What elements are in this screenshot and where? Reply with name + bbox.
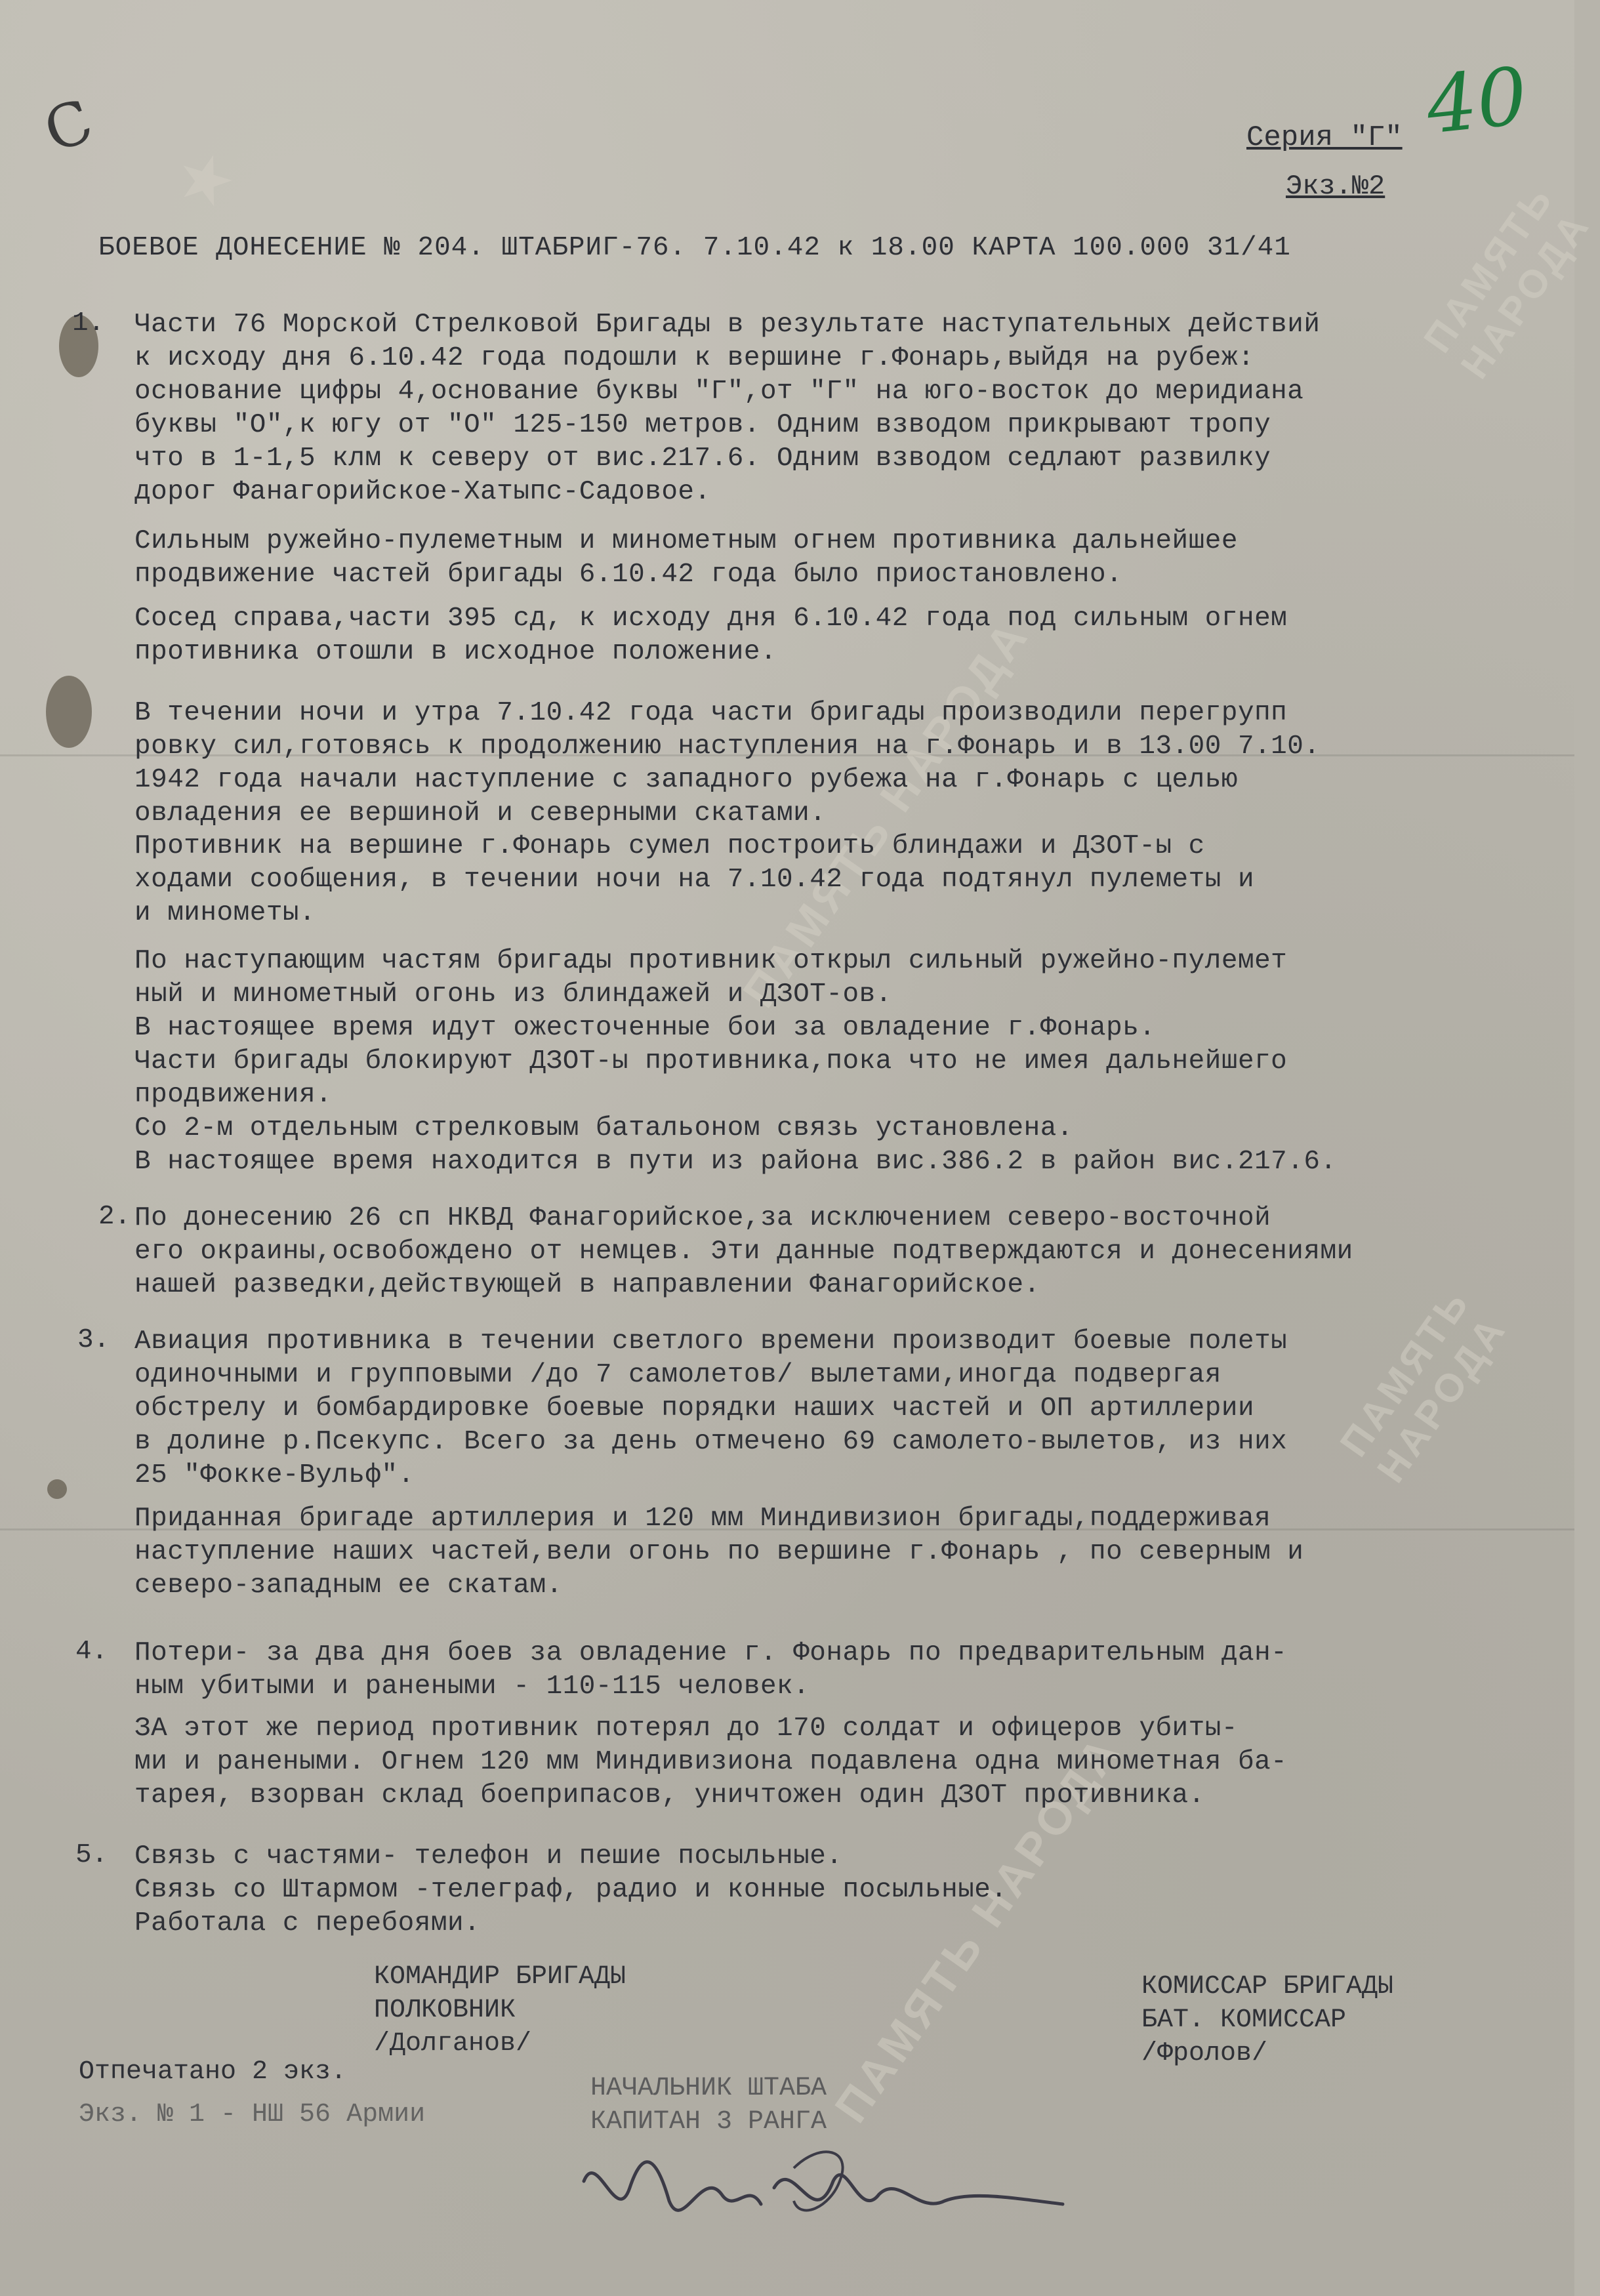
text-line: ЗА этот же период противник потерял до 170 солдат и офицеров убиты- (134, 1713, 1238, 1744)
text-line: 1942 года начали наступление с западного рубежа на г.Фонарь с целью (134, 765, 1238, 795)
paragraph-12 (134, 1712, 1535, 1813)
text-line: основание цифры 4,основание буквы "Г",от "Г" на юго-восток до меридиана (134, 377, 1304, 407)
text-line: Связь со Штармом -телеграф, радио и конные посыльные. (134, 1875, 1008, 1905)
printed-copies-note: Отпечатано 2 экз. (79, 2057, 347, 2087)
text-line: /Долганов/ (374, 2029, 532, 2059)
text-line: БАТ. КОМИССАР (1141, 2005, 1347, 2035)
commander-signature-block (374, 1961, 626, 2062)
item-number: 4. (75, 1637, 108, 1667)
commissar-signature-block (1141, 1971, 1393, 2072)
text-line: В настоящее время идут ожесточенные бои за овладение г.Фонарь. (134, 1013, 1156, 1043)
text-line: буквы "О",к югу от "О" 125-150 метров. Одним взводом прикрывают тропу (134, 410, 1271, 440)
text-line: продвижения. (134, 1080, 333, 1110)
distribution-note: Экз. № 1 - НШ 56 Армии (79, 2100, 426, 2129)
text-line: Потери- за два дня боев за овладение г. Фонарь по предварительным дан- (134, 1638, 1288, 1668)
text-line: ным убитыми и ранеными - 110-115 человек. (134, 1671, 810, 1702)
text-line: Части бригады блокируют ДЗОТ-ы противника,пока что не имея дальнейшего (134, 1046, 1288, 1076)
watermark-text: ПАМЯТЬ НАРОДА (733, 610, 1039, 1017)
text-line: По наступающим частям бригады противник открыл сильный ружейно-пулемет (134, 946, 1288, 976)
paragraph-11 (134, 1637, 1535, 1704)
text-line: обстрелу и бомбардировке боевые порядки наших частей и ОП артиллерии (134, 1393, 1255, 1424)
text-line: ровку сил,готовясь к продолжению наступления на г.Фонарь и в 13.00 7.10. (134, 731, 1321, 762)
stain (47, 1479, 67, 1499)
folio-number: 40 (1422, 51, 1532, 152)
paragraph-3 (134, 602, 1535, 669)
copy-number: Экз.№2 (1286, 171, 1385, 202)
watermark-text: ПАМЯТЬ НАРОДА (1415, 176, 1599, 386)
text-line: Связь с частями- телефон и пешие посыльные. (134, 1841, 843, 1872)
stain (46, 676, 92, 748)
text-line: наступление наших частей,вели огонь по вершине г.Фонарь , по северным и (134, 1537, 1304, 1567)
text-line: его окраины,освобождено от немцев. Эти данные подтверждаются и донесениями (134, 1237, 1353, 1267)
text-line: КОМИССАР БРИГАДЫ (1141, 1972, 1394, 2001)
paragraph-13 (134, 1840, 1535, 1940)
item-number: 5. (75, 1840, 108, 1870)
watermark-text: ПАМЯТЬ НАРОДА (1331, 1280, 1515, 1490)
text-line: тарея, взорван склад боеприпасов, уничтожен один ДЗОТ противника. (134, 1780, 1205, 1811)
document-title: БОЕВОЕ ДОНЕСЕНИЕ № 204. ШТАБРИГ-76. 7.10.42 к 18.00 КАРТА 100.000 31/41 (98, 233, 1291, 263)
text-line: Со 2-м отдельным стрелковым батальоном связь установлена. (134, 1113, 1073, 1143)
paragraph-4 (134, 697, 1535, 830)
series-label: Серия "Г" (1246, 121, 1403, 154)
text-line: что в 1-1,5 клм к северу от вис.217.6. Одним взводом седлают развилку (134, 443, 1271, 474)
item-number: 2. (98, 1202, 131, 1232)
text-line: В течении ночи и утра 7.10.42 года части бригады производили перегрупп (134, 698, 1288, 728)
text-line: продвижение частей бригады 6.10.42 года было приостановлено. (134, 560, 1123, 590)
paragraph-8 (134, 1202, 1535, 1302)
text-line: одиночными и групповыми /до 7 самолетов/ вылетами,иногда подвергая (134, 1360, 1221, 1390)
text-line: нашей разведки,действующей в направлении Фанагорийское. (134, 1270, 1040, 1300)
text-line: к исходу дня 6.10.42 года подошли к вершине г.Фонарь,выйдя на рубеж: (134, 343, 1255, 373)
text-line: /Фролов/ (1141, 2039, 1268, 2068)
text-line: Сосед справа,части 395 сд, к исходу дня 6.10.42 года под сильным огнем (134, 604, 1288, 634)
watermark-star-icon: ★ (162, 136, 249, 221)
text-line: Сильным ружейно-пулеметным и минометным огнем противника дальнейшее (134, 526, 1238, 556)
chief-of-staff-block (590, 2073, 827, 2140)
paragraph-9 (134, 1325, 1535, 1492)
text-line: овладения ее вершиной и северными скатами. (134, 798, 827, 829)
text-line: НАЧАЛЬНИК ШТАБА (590, 2074, 827, 2103)
paragraph-10 (134, 1502, 1535, 1603)
text-line: ми и ранеными. Огнем 120 мм Миндивизиона подавлена одна минометная ба- (134, 1747, 1288, 1777)
paragraph-2 (134, 525, 1535, 592)
text-line: Работала с перебоями. (134, 1908, 481, 1938)
watermark-text: ПАМЯТЬ НАРОДА (825, 1725, 1131, 2132)
text-line: КАПИТАН 3 РАНГА (590, 2107, 827, 2137)
item-number: 3. (77, 1325, 110, 1355)
text-line: ходами сообщения, в течении ночи на 7.10.42 года подтянул пулеметы и (134, 865, 1255, 895)
text-line: противника отошли в исходное положение. (134, 637, 777, 667)
text-line: северо-западным ее скатам. (134, 1570, 563, 1601)
corner-mark: С (35, 86, 102, 167)
text-line: дорог Фанагорийское-Хатыпс-Садовое. (134, 477, 711, 507)
item-number: 1. (72, 308, 105, 338)
text-line: ный и минометный огонь из блиндажей и ДЗОТ-ов. (134, 979, 892, 1010)
paragraph-7 (134, 1112, 1535, 1179)
text-line: Авиация противника в течении светлого времени производит боевые полеты (134, 1326, 1288, 1357)
text-line: По донесению 26 сп НКВД Фанагорийское,за исключением северо-восточной (134, 1203, 1271, 1233)
text-line: и минометы. (134, 898, 316, 928)
text-line: 25 "Фокке-Вульф". (134, 1460, 415, 1490)
text-line: В настоящее время находится в пути из района вис.386.2 в район вис.217.6. (134, 1147, 1337, 1177)
text-line: ПОЛКОВНИК (374, 1996, 516, 2025)
paragraph-1 (134, 308, 1535, 509)
text-line: Приданная бригаде артиллерия и 120 мм Миндивизион бригады,поддерживая (134, 1504, 1271, 1534)
text-line: КОМАНДИР БРИГАДЫ (374, 1962, 626, 1992)
text-line: Противник на вершине г.Фонарь сумел построить блиндажи и ДЗОТ-ы с (134, 831, 1205, 861)
text-line: Части 76 Морской Стрелковой Бригады в результате наступательных действий (134, 310, 1321, 340)
paragraph-5 (134, 830, 1535, 930)
text-line: в долине р.Псекупс. Всего за день отмечено 69 самолето-вылетов, из них (134, 1427, 1288, 1457)
paragraph-6 (134, 945, 1535, 1112)
